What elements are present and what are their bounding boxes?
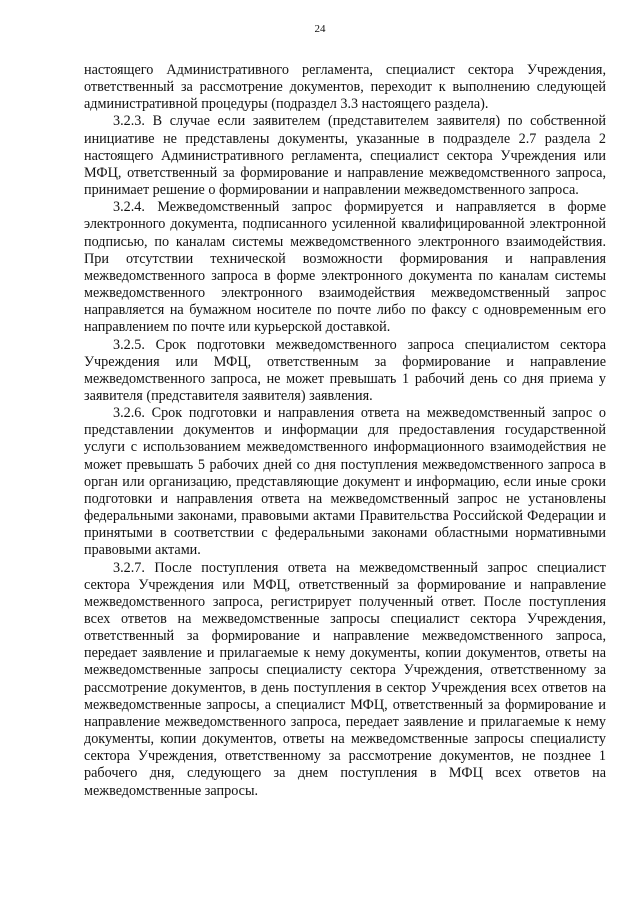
document-body xyxy=(84,62,606,800)
paragraph-3-2-7: 3.2.7. После поступления ответа на межведомственный запрос специалист сектора Учреждения или МФЦ, ответственный за формирование и направление межведомственного запроса, регистрирует полученный ответ. После поступления всех ответов на межведомственные запросы специалист сектора Учреждения, ответственный за формирование и направление межведомственного запроса, передает заявление и прилагаемые к нему документы, копии документов, ответы на межведомственные запросы специалисту сектора Учреждения, ответственному за рассмотрение документов, в день поступления в сектор Учреждения всех ответов на межведомственные запросы, а специалист МФЦ, ответственный за формирование и направление межведомственного запроса, передает заявление и прилагаемые к нему документы, копии документов, ответы на межведомственные запросы специалисту сектора Учреждения, ответственному за рассмотрение документов, не позднее 1 рабочего дня, следующего за днем поступления в МФЦ всех ответов на межведомственные запросы. xyxy=(84,559,606,799)
paragraph-continuation: настоящего Административного регламента, специалист сектора Учреждения, ответственный за рассмотрение документов, переходит к выполнению следующей административной процедуры (подраздел 3.3 настоящего раздела). xyxy=(84,62,606,113)
paragraph-3-2-5: 3.2.5. Срок подготовки межведомственного запроса специалистом сектора Учреждения или МФЦ, ответственным за формирование и направление межведомственного запроса, не может превышать 1 рабочий день со дня приема у заявителя (представителя заявителя) заявления. xyxy=(84,336,606,404)
paragraph-3-2-4: 3.2.4. Межведомственный запрос формируется и направляется в форме электронного документа, подписанного усиленной квалифицированной электронной подписью, по каналам системы межведомственного электронного взаимодействия. При отсутствии технической возможности формирования и направления межведомственного запроса в форме электронного документа по каналам системы межведомственного электронного взаимодействия межведомственный запрос направляется на бумажном носителе по почте либо по факсу с одновременным его направлением по почте или курьерской доставкой. xyxy=(84,199,606,336)
paragraph-3-2-3: 3.2.3. В случае если заявителем (представителем заявителя) по собственной инициативе не представлены документы, указанные в подразделе 2.7 раздела 2 настоящего Административного регламента, специалист сектора Учреждения или МФЦ, ответственный за формирование и направление межведомственного запроса, принимает решение о формировании и направлении межведомственного запроса. xyxy=(84,113,606,199)
paragraph-3-2-6: 3.2.6. Срок подготовки и направления ответа на межведомственный запрос о представлении документов и информации для предоставления государственной услуги с использованием межведомственного информационного взаимодействия не может превышать 5 рабочих дней со дня поступления межведомственного запроса в орган или организацию, представляющие документ и информацию, если иные сроки подготовки и направления ответа на межведомственный запрос не установлены федеральными законами, правовыми актами Правительства Российской Федерации и принятыми в соответствии с федеральными законами областными нормативными правовыми актами. xyxy=(84,405,606,559)
page-number: 24 xyxy=(314,23,326,35)
